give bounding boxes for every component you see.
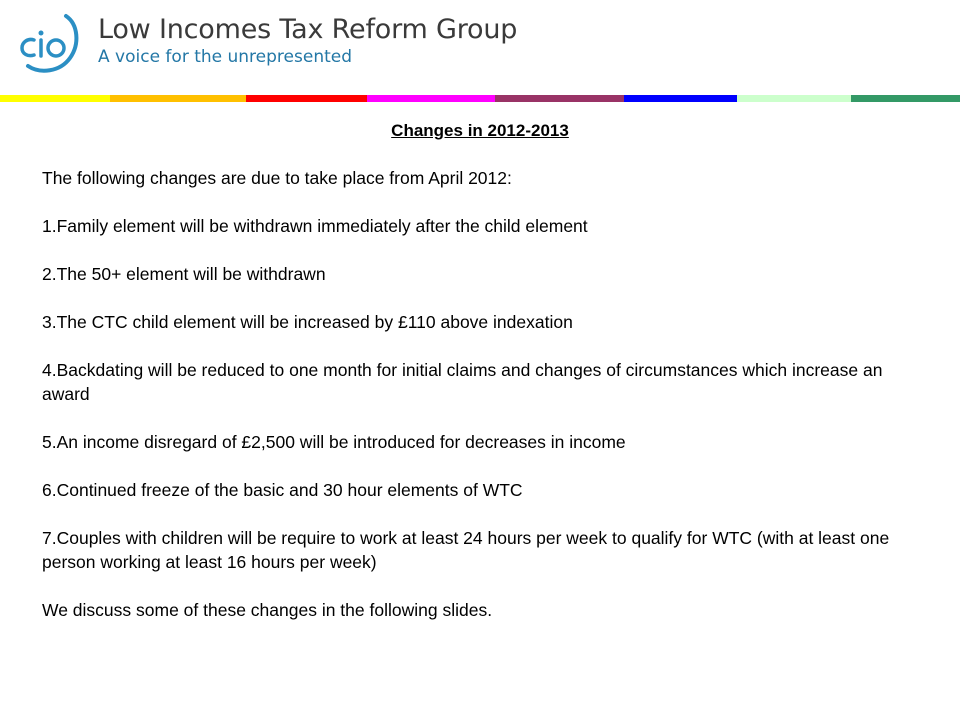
color-stripe-segment: [495, 95, 624, 102]
slide-body: [42, 166, 922, 646]
list-item: 1.Family element will be withdrawn immediately after the child element: [42, 216, 588, 236]
litrg-logo-icon: [14, 10, 80, 76]
organization-name: Low Incomes Tax Reform Group: [98, 14, 518, 45]
color-stripe-segment: [737, 95, 851, 102]
color-stripe-segment: [110, 95, 246, 102]
slide-title: Changes in 2012-2013: [391, 121, 569, 140]
color-stripe-divider: [0, 95, 960, 102]
list-item: 6.Continued freeze of the basic and 30 hour elements of WTC: [42, 480, 523, 500]
color-stripe-segment: [367, 95, 495, 102]
closing-text: We discuss some of these changes in the following slides.: [42, 600, 493, 620]
header: [0, 0, 960, 95]
organization-tagline: A voice for the unrepresented: [98, 47, 353, 67]
list-item: 3.The CTC child element will be increased by £110 above indexation: [42, 312, 573, 332]
color-stripe-segment: [0, 95, 110, 102]
color-stripe-segment: [851, 95, 960, 102]
intro-text: The following changes are due to take place from April 2012:: [42, 168, 512, 188]
color-stripe-segment: [624, 95, 737, 102]
list-item: 7.Couples with children will be require to work at least 24 hours per week to qualify for WTC (with at least one person working at least 16 hours per week): [42, 528, 890, 572]
list-item: 4.Backdating will be reduced to one month for initial claims and changes of circumstances which increase an award: [42, 360, 883, 404]
color-stripe-segment: [246, 95, 367, 102]
list-item: 5.An income disregard of £2,500 will be introduced for decreases in income: [42, 432, 626, 452]
list-item: 2.The 50+ element will be withdrawn: [42, 264, 326, 284]
